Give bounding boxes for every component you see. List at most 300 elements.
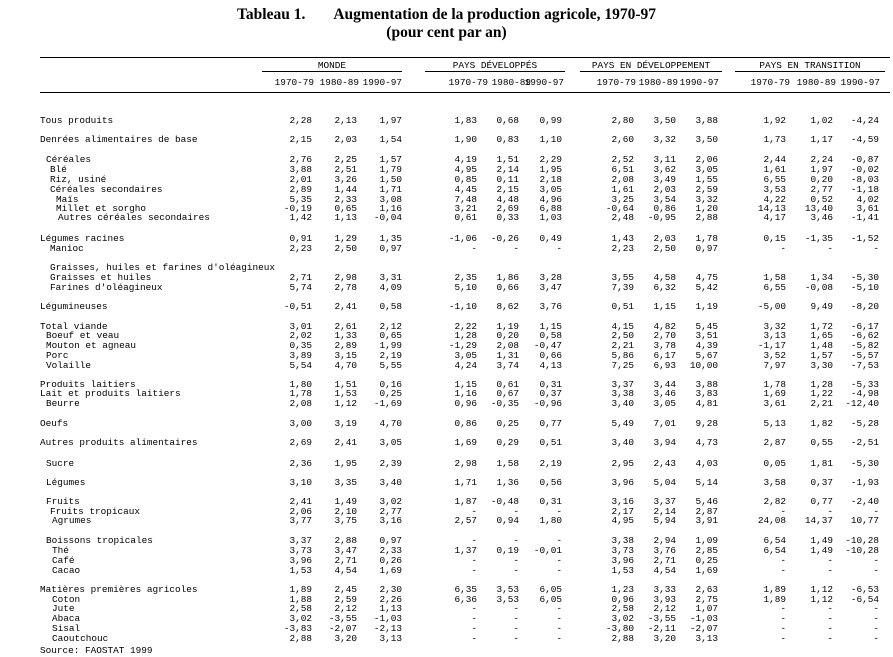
column-group-rule bbox=[735, 71, 885, 72]
table-cell: -5,00 bbox=[757, 301, 786, 312]
table-cell: - bbox=[556, 535, 562, 546]
table-cell: 0,97 bbox=[379, 535, 402, 546]
table-cell: 4,95 bbox=[611, 515, 634, 526]
table-cell: 2,71 bbox=[289, 272, 312, 283]
header-bottom-rule bbox=[40, 92, 890, 93]
table-cell: 2,80 bbox=[611, 115, 634, 126]
table-cell: - bbox=[827, 565, 833, 576]
table-cell: - bbox=[556, 506, 562, 517]
table-cell: 0,37 bbox=[810, 477, 833, 488]
table-cell: 1,13 bbox=[334, 212, 357, 223]
table-cell: 2,60 bbox=[611, 134, 634, 145]
table-cell: 1,69 bbox=[454, 437, 477, 448]
table-cell: 3,20 bbox=[653, 633, 676, 644]
table-cell: - bbox=[827, 243, 833, 254]
table-cell: 2,71 bbox=[653, 555, 676, 566]
table-cell: 3,74 bbox=[496, 360, 519, 371]
table-cell: 4,48 bbox=[496, 194, 519, 205]
table-cell: 3,08 bbox=[379, 194, 402, 205]
table-cell: -6,17 bbox=[850, 321, 879, 332]
table-cell: 0,94 bbox=[496, 515, 519, 526]
table-cell: 2,10 bbox=[334, 506, 357, 517]
table-cell: - bbox=[780, 243, 786, 254]
table-cell: 2,70 bbox=[653, 330, 676, 341]
table-cell: -6,53 bbox=[850, 584, 879, 595]
table-cell: -1,17 bbox=[757, 340, 786, 351]
table-cell: 1,57 bbox=[379, 154, 402, 165]
table-cell: 2,41 bbox=[334, 301, 357, 312]
column-group-rule bbox=[425, 71, 565, 72]
table-cell: 2,59 bbox=[334, 594, 357, 605]
table-cell: 4,75 bbox=[695, 272, 718, 283]
table-cell: 3,77 bbox=[289, 515, 312, 526]
table-cell: 2,95 bbox=[611, 458, 634, 469]
table-cell: 2,23 bbox=[289, 243, 312, 254]
table-cell: 6,54 bbox=[763, 535, 786, 546]
table-cell: 3,50 bbox=[695, 134, 718, 145]
table-cell: - bbox=[471, 613, 477, 624]
table-cell: 1,23 bbox=[611, 584, 634, 595]
table-cell: 0,35 bbox=[289, 340, 312, 351]
table-cell: 4,95 bbox=[454, 164, 477, 175]
table-cell: -1,35 bbox=[804, 233, 833, 244]
table-cell: - bbox=[556, 633, 562, 644]
table-cell: 0,31 bbox=[539, 379, 562, 390]
table-cell: 0,68 bbox=[496, 115, 519, 126]
table-cell: -2,51 bbox=[850, 437, 879, 448]
table-cell: 3,49 bbox=[653, 174, 676, 185]
table-cell: 0,96 bbox=[454, 398, 477, 409]
table-cell: 3,89 bbox=[289, 350, 312, 361]
table-cell: 1,89 bbox=[289, 584, 312, 595]
table-cell: -1,41 bbox=[850, 212, 879, 223]
table-cell: - bbox=[873, 633, 879, 644]
table-cell: 1,50 bbox=[379, 174, 402, 185]
table-cell: 3,40 bbox=[379, 477, 402, 488]
table-cell: 4,15 bbox=[611, 321, 634, 332]
table-cell: 2,41 bbox=[334, 437, 357, 448]
table-cell: 3,54 bbox=[653, 194, 676, 205]
table-cell: 4,58 bbox=[653, 272, 676, 283]
row-label: Denrées alimentaires de base bbox=[40, 134, 198, 145]
table-cell: - bbox=[513, 633, 519, 644]
table-cell: 1,12 bbox=[810, 594, 833, 605]
table-cell: -8,03 bbox=[850, 174, 879, 185]
table-cell: 2,12 bbox=[334, 603, 357, 614]
table-cell: -7,53 bbox=[850, 360, 879, 371]
table-cell: 1,90 bbox=[454, 134, 477, 145]
table-cell: -1,29 bbox=[448, 340, 477, 351]
table-cell: -5,33 bbox=[850, 379, 879, 390]
table-cell: 1,16 bbox=[379, 203, 402, 214]
row-label: Fruits bbox=[46, 496, 80, 507]
row-label: Maïs bbox=[56, 194, 79, 205]
table-cell: -2,40 bbox=[850, 496, 879, 507]
row-label: Total viande bbox=[40, 321, 108, 332]
table-cell: 3,61 bbox=[856, 203, 879, 214]
table-cell: - bbox=[471, 603, 477, 614]
table-cell: -10,28 bbox=[845, 535, 879, 546]
table-cell: 1,99 bbox=[379, 340, 402, 351]
table-cell: - bbox=[827, 633, 833, 644]
table-cell: 0,16 bbox=[379, 379, 402, 390]
table-cell: 2,88 bbox=[334, 535, 357, 546]
table-cell: 7,01 bbox=[653, 418, 676, 429]
table-cell: 1,35 bbox=[379, 233, 402, 244]
row-label: Céréales bbox=[46, 154, 92, 165]
table-cell: 2,26 bbox=[379, 594, 402, 605]
row-label: Thé bbox=[52, 545, 69, 556]
table-cell: 1,53 bbox=[334, 388, 357, 399]
table-cell: 2,19 bbox=[379, 350, 402, 361]
table-cell: 3,05 bbox=[454, 350, 477, 361]
table-cell: -0,87 bbox=[850, 154, 879, 165]
table-cell: 2,58 bbox=[289, 603, 312, 614]
table-cell: 0,58 bbox=[379, 301, 402, 312]
table-cell: 1,78 bbox=[695, 233, 718, 244]
table-cell: 2,15 bbox=[289, 134, 312, 145]
table-cell: 3,76 bbox=[539, 301, 562, 312]
table-cell: -1,06 bbox=[448, 233, 477, 244]
table-cell: 0,65 bbox=[379, 330, 402, 341]
table-cell: 0,96 bbox=[611, 594, 634, 605]
period-header: 1990-97 bbox=[679, 77, 719, 88]
table-cell: 1,81 bbox=[810, 458, 833, 469]
table-cell: 0,20 bbox=[496, 330, 519, 341]
table-cell: 1,03 bbox=[539, 212, 562, 223]
table-cell: -0,04 bbox=[373, 212, 402, 223]
table-cell: 10,77 bbox=[850, 515, 879, 526]
table-cell: 0,25 bbox=[496, 418, 519, 429]
table-cell: 0,58 bbox=[539, 330, 562, 341]
table-cell: 5,13 bbox=[763, 418, 786, 429]
table-cell: 14,13 bbox=[757, 203, 786, 214]
table-cell: 1,71 bbox=[454, 477, 477, 488]
table-cell: 1,88 bbox=[289, 594, 312, 605]
table-cell: 13,40 bbox=[804, 203, 833, 214]
table-cell: -3,55 bbox=[647, 613, 676, 624]
table-cell: 3,13 bbox=[763, 330, 786, 341]
table-cell: 7,48 bbox=[454, 194, 477, 205]
table-cell: 6,17 bbox=[653, 350, 676, 361]
table-cell: 2,88 bbox=[289, 633, 312, 644]
row-label: Fruits tropicaux bbox=[50, 506, 141, 517]
table-cell: -0,01 bbox=[533, 545, 562, 556]
table-cell: 2,21 bbox=[611, 340, 634, 351]
table-cell: -0,19 bbox=[283, 203, 312, 214]
row-label: Sucre bbox=[46, 458, 75, 469]
table-cell: 2,85 bbox=[695, 545, 718, 556]
table-cell: - bbox=[513, 565, 519, 576]
table-cell: 1,72 bbox=[810, 321, 833, 332]
table-cell: 4,13 bbox=[539, 360, 562, 371]
table-cell: - bbox=[780, 506, 786, 517]
table-cell: 7,25 bbox=[611, 360, 634, 371]
table-cell: 5,04 bbox=[653, 477, 676, 488]
table-number: Tableau 1. bbox=[237, 6, 306, 23]
row-label: Blé bbox=[50, 164, 67, 175]
table-cell: 3,32 bbox=[763, 321, 786, 332]
table-cell: 3,51 bbox=[695, 330, 718, 341]
table-cell: 3,88 bbox=[289, 164, 312, 175]
row-label: Manioc bbox=[50, 243, 84, 254]
table-cell: 1,69 bbox=[379, 565, 402, 576]
table-cell: 1,55 bbox=[695, 174, 718, 185]
table-cell: -0,48 bbox=[490, 496, 519, 507]
table-cell: 1,09 bbox=[695, 535, 718, 546]
table-cell: -2,11 bbox=[647, 623, 676, 634]
table-cell: 0,67 bbox=[496, 388, 519, 399]
table-cell: 24,08 bbox=[757, 515, 786, 526]
table-cell: 1,19 bbox=[695, 301, 718, 312]
table-cell: 5,94 bbox=[653, 515, 676, 526]
table-cell: 2,88 bbox=[611, 633, 634, 644]
table-cell: 1,89 bbox=[763, 584, 786, 595]
row-label: Produits laitiers bbox=[40, 379, 136, 390]
table-cell: 1,80 bbox=[289, 379, 312, 390]
table-cell: 1,69 bbox=[695, 565, 718, 576]
table-cell: 0,51 bbox=[611, 301, 634, 312]
row-label: Lait et produits laitiers bbox=[40, 388, 181, 399]
table-cell: - bbox=[873, 623, 879, 634]
table-cell: - bbox=[780, 565, 786, 576]
table-cell: 1,57 bbox=[810, 350, 833, 361]
table-title bbox=[0, 6, 893, 42]
table-cell: - bbox=[873, 243, 879, 254]
table-cell: 1,89 bbox=[763, 594, 786, 605]
table-cell: 5,35 bbox=[289, 194, 312, 205]
table-cell: 1,20 bbox=[695, 203, 718, 214]
table-cell: 1,54 bbox=[379, 134, 402, 145]
table-cell: - bbox=[780, 623, 786, 634]
table-cell: 5,42 bbox=[695, 282, 718, 293]
table-cell: 6,32 bbox=[653, 282, 676, 293]
table-cell: -4,98 bbox=[850, 388, 879, 399]
row-label: Graisses, huiles et farines d'oléagineux bbox=[50, 262, 276, 273]
table-cell: 2,06 bbox=[289, 506, 312, 517]
table-cell: 0,25 bbox=[695, 555, 718, 566]
table-cell: 3,46 bbox=[653, 388, 676, 399]
table-cell: 2,69 bbox=[289, 437, 312, 448]
table-cell: 3,37 bbox=[653, 496, 676, 507]
table-cell: 1,92 bbox=[763, 115, 786, 126]
table-cell: 1,15 bbox=[653, 301, 676, 312]
table-cell: 3,05 bbox=[695, 164, 718, 175]
table-cell: - bbox=[471, 623, 477, 634]
table-cell: 2,08 bbox=[611, 174, 634, 185]
table-cell: 0,61 bbox=[496, 379, 519, 390]
table-cell: - bbox=[556, 623, 562, 634]
table-cell: 3,53 bbox=[496, 584, 519, 595]
table-cell: 2,87 bbox=[695, 506, 718, 517]
table-cell: 0,85 bbox=[454, 174, 477, 185]
table-cell: 2,77 bbox=[379, 506, 402, 517]
table-cell: - bbox=[471, 535, 477, 546]
row-label: Volaille bbox=[46, 360, 92, 371]
table-cell: 0,91 bbox=[289, 233, 312, 244]
table-cell: 1,82 bbox=[810, 418, 833, 429]
table-cell: 3,02 bbox=[289, 613, 312, 624]
table-cell: 2,21 bbox=[810, 398, 833, 409]
table-cell: - bbox=[873, 613, 879, 624]
table-cell: 1,51 bbox=[496, 154, 519, 165]
column-group-header: PAYS EN TRANSITION bbox=[759, 60, 861, 71]
table-cell: 0,31 bbox=[539, 496, 562, 507]
table-cell: 3,61 bbox=[763, 398, 786, 409]
table-cell: 3,37 bbox=[611, 379, 634, 390]
table-cell: 2,14 bbox=[653, 506, 676, 517]
table-cell: 3,16 bbox=[379, 515, 402, 526]
table-cell: 2,12 bbox=[379, 321, 402, 332]
table-cell: 2,61 bbox=[334, 321, 357, 332]
table-cell: 3,78 bbox=[653, 340, 676, 351]
row-label: Porc bbox=[46, 350, 69, 361]
table-cell: 4,17 bbox=[763, 212, 786, 223]
table-cell: 3,02 bbox=[611, 613, 634, 624]
table-cell: 1,69 bbox=[763, 388, 786, 399]
table-cell: -0,08 bbox=[804, 282, 833, 293]
period-header: 1980-89 bbox=[796, 77, 836, 88]
table-cell: -3,80 bbox=[605, 623, 634, 634]
table-cell: 3,31 bbox=[379, 272, 402, 283]
row-label: Farines d'oléagineux bbox=[50, 282, 163, 293]
table-cell: 6,51 bbox=[611, 164, 634, 175]
table-cell: 0,33 bbox=[496, 212, 519, 223]
row-label: Légumineuses bbox=[40, 301, 108, 312]
table-cell: 0,77 bbox=[539, 418, 562, 429]
table-cell: - bbox=[873, 565, 879, 576]
table-cell: 2,77 bbox=[810, 184, 833, 195]
table-cell: - bbox=[780, 613, 786, 624]
row-label: Oeufs bbox=[40, 418, 69, 429]
column-group-rule bbox=[580, 71, 722, 72]
table-cell: 2,36 bbox=[289, 458, 312, 469]
table-cell: 3,94 bbox=[653, 437, 676, 448]
table-cell: 3,10 bbox=[289, 477, 312, 488]
table-cell: 2,22 bbox=[454, 321, 477, 332]
table-cell: 1,83 bbox=[454, 115, 477, 126]
table-cell: 3,33 bbox=[653, 584, 676, 595]
table-cell: -4,59 bbox=[850, 134, 879, 145]
table-cell: 3,19 bbox=[334, 418, 357, 429]
table-cell: 4,45 bbox=[454, 184, 477, 195]
table-title-text: Augmentation de la production agricole, 1970-97 bbox=[333, 6, 656, 23]
table-cell: 1,49 bbox=[810, 545, 833, 556]
table-cell: 2,57 bbox=[454, 515, 477, 526]
table-cell: 3,13 bbox=[695, 633, 718, 644]
table-cell: -12,40 bbox=[845, 398, 879, 409]
table-cell: 3,28 bbox=[539, 272, 562, 283]
table-cell: -2,07 bbox=[328, 623, 357, 634]
table-cell: 1,49 bbox=[810, 535, 833, 546]
table-cell: -2,13 bbox=[373, 623, 402, 634]
table-cell: -3,55 bbox=[328, 613, 357, 624]
table-cell: -4,24 bbox=[850, 115, 879, 126]
table-cell: -5,28 bbox=[850, 418, 879, 429]
row-label: Mouton et agneau bbox=[46, 340, 137, 351]
table-cell: 3,25 bbox=[611, 194, 634, 205]
table-cell: 5,14 bbox=[695, 477, 718, 488]
table-cell: 3,15 bbox=[334, 350, 357, 361]
row-label: Graisses et huiles bbox=[50, 272, 152, 283]
table-cell: - bbox=[873, 603, 879, 614]
table-cell: 0,66 bbox=[539, 350, 562, 361]
table-cell: 1,97 bbox=[810, 164, 833, 175]
table-cell: 4,54 bbox=[334, 565, 357, 576]
period-header: 1990-97 bbox=[362, 77, 402, 88]
table-cell: 4,03 bbox=[695, 458, 718, 469]
table-cell: 1,44 bbox=[334, 184, 357, 195]
table-cell: 9,28 bbox=[695, 418, 718, 429]
table-cell: 1,17 bbox=[810, 134, 833, 145]
table-cell: - bbox=[513, 603, 519, 614]
table-cell: - bbox=[780, 603, 786, 614]
table-cell: - bbox=[780, 633, 786, 644]
table-cell: 1,31 bbox=[496, 350, 519, 361]
table-cell: 1,33 bbox=[334, 330, 357, 341]
table-cell: 3,02 bbox=[379, 496, 402, 507]
table-cell: - bbox=[556, 603, 562, 614]
table-cell: 2,88 bbox=[695, 212, 718, 223]
header-top-rule bbox=[40, 57, 890, 58]
table-cell: 3,16 bbox=[611, 496, 634, 507]
table-cell: 2,52 bbox=[611, 154, 634, 165]
table-cell: 3,40 bbox=[611, 437, 634, 448]
table-cell: - bbox=[556, 243, 562, 254]
period-header: 1980-89 bbox=[491, 77, 531, 88]
table-cell: 4,82 bbox=[653, 321, 676, 332]
table-cell: 2,29 bbox=[539, 154, 562, 165]
row-label: Beurre bbox=[46, 398, 80, 409]
table-cell: 3,88 bbox=[695, 379, 718, 390]
row-label: Légumes racines bbox=[40, 233, 125, 244]
table-cell: - bbox=[873, 555, 879, 566]
table-cell: 2,82 bbox=[763, 496, 786, 507]
table-cell: 3,96 bbox=[611, 555, 634, 566]
table-cell: 0,05 bbox=[763, 458, 786, 469]
table-cell: 2,17 bbox=[611, 506, 634, 517]
row-label: Caoutchouc bbox=[52, 633, 109, 644]
table-cell: -0,35 bbox=[490, 398, 519, 409]
table-cell: 3,38 bbox=[611, 535, 634, 546]
table-cell: 0,51 bbox=[539, 437, 562, 448]
table-cell: 6,55 bbox=[763, 282, 786, 293]
table-cell: 1,15 bbox=[454, 379, 477, 390]
table-cell: 1,43 bbox=[611, 233, 634, 244]
table-cell: 0,26 bbox=[379, 555, 402, 566]
table-cell: 3,20 bbox=[334, 633, 357, 644]
table-cell: 3,53 bbox=[496, 594, 519, 605]
table-cell: 2,06 bbox=[695, 154, 718, 165]
table-cell: - bbox=[827, 555, 833, 566]
table-cell: 3,32 bbox=[653, 134, 676, 145]
row-label: Tous produits bbox=[40, 115, 114, 126]
table-cell: 6,05 bbox=[539, 584, 562, 595]
table-cell: 3,11 bbox=[653, 154, 676, 165]
table-cell: 2,98 bbox=[334, 272, 357, 283]
table-cell: 7,39 bbox=[611, 282, 634, 293]
row-label: Autres produits alimentaires bbox=[40, 437, 198, 448]
table-cell: 1,87 bbox=[454, 496, 477, 507]
table-cell: 3,96 bbox=[289, 555, 312, 566]
table-cell: -5,10 bbox=[850, 282, 879, 293]
table-cell: 0,65 bbox=[334, 203, 357, 214]
table-cell: 4,70 bbox=[379, 418, 402, 429]
table-cell: 3,46 bbox=[810, 212, 833, 223]
table-cell: 1,58 bbox=[763, 272, 786, 283]
row-label: Millet et sorgho bbox=[56, 203, 147, 214]
table-cell: 1,12 bbox=[334, 398, 357, 409]
